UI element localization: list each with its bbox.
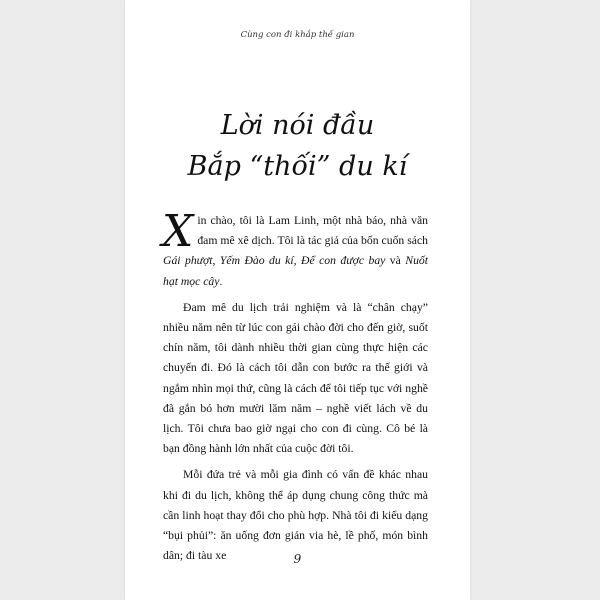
drop-cap: X bbox=[162, 206, 194, 257]
running-head: Cùng con đi khắp thế gian bbox=[240, 30, 355, 40]
page-number: 9 bbox=[293, 552, 302, 566]
chapter-title-line1: Lời nói đầu bbox=[220, 110, 375, 141]
book-title-4: Nuốt hạt mọc cây bbox=[163, 254, 429, 288]
book-page bbox=[125, 0, 470, 600]
book-title-1: Gái phượt bbox=[163, 254, 213, 268]
p1-text-a: in chào, tôi là Lam Linh, một nhà báo, nhà văn đam mê xê dịch. Tôi là tác giả của bốn cuốn sách bbox=[197, 214, 428, 248]
p1-sep-1: , bbox=[212, 254, 220, 268]
p1-sep-2: , bbox=[293, 254, 301, 268]
p1-end: . bbox=[219, 274, 223, 288]
paragraph-3: Mỗi đứa trẻ và mỗi gia đình có vấn đề khác nhau khi đi du lịch, không thể áp dụng chung công thức mà cần linh hoạt thay đổi cho phù hợp. Nhà tôi đi kiểu dạng “bụi phủi”: ăn uống đơn giản via hè, lề phố, món bình dân; đi tàu xe bbox=[163, 468, 428, 563]
body-text bbox=[162, 206, 429, 566]
paragraph-2: Đam mê du lịch trải nghiệm và là “chân chạy” nhiều năm nên từ lúc con gái chào đời cho đến giờ, suốt chín năm, tôi dành nhiều thời gian cùng thực hiện các chuyến đi. Đó là cách tôi dẫn con bước ra thế giới và ngắm nhìn mọi thứ, cũng là cách để tôi tiếp tục với nghề đã gắn bó hơn mười lăm năm – nghề viết lách về du lịch. Tôi chưa bao giờ ngại cho con đi cùng. Cô bé là bạn đồng hành lớn nhất của cuộc đời tôi. bbox=[163, 300, 428, 456]
book-title-2: Yếm Đào du kí bbox=[219, 254, 294, 268]
paragraph-1 bbox=[162, 206, 429, 292]
p1-sep-3: và bbox=[385, 254, 406, 268]
chapter-title-line2: Bắp “thối” du kí bbox=[187, 151, 408, 182]
book-title-3: Để con được bay bbox=[301, 254, 386, 268]
